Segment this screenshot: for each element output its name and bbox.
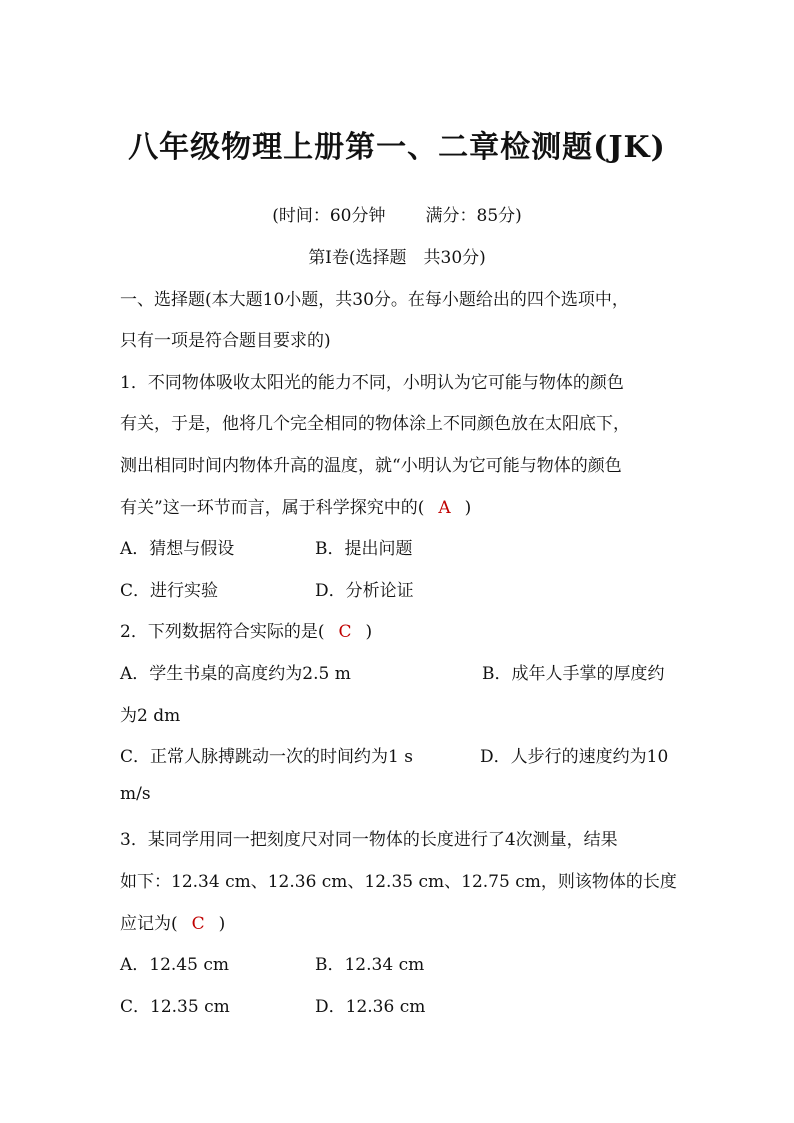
- question-1-line: 1．不同物体吸收太阳光的能力不同，小明认为它可能与物体的颜色: [120, 373, 624, 393]
- time-limit: (时间：60分钟: [272, 206, 386, 226]
- option-b: B．提出问题: [315, 539, 413, 559]
- answer-mark: C: [338, 622, 352, 642]
- bracket-close: ): [218, 914, 226, 934]
- option-a: A．猜想与假设: [120, 539, 235, 559]
- question-3-line: 如下：12.34 cm、12.36 cm、12.35 cm、12.75 cm，则该物体的长度: [120, 872, 677, 892]
- option-c: C．正常人脉搏跳动一次的时间约为1 s: [120, 747, 413, 767]
- answer-mark: A: [438, 498, 451, 518]
- instructions-line: 只有一项是符合题目要求的): [120, 331, 331, 351]
- question-1-text: 有关”这一环节而言，属于科学探究中的(: [120, 498, 425, 518]
- option-a: A．12.45 cm: [120, 955, 229, 975]
- exam-meta: [0, 201, 794, 226]
- bracket-close: ): [365, 622, 373, 642]
- option-d: D．分析论证: [315, 581, 414, 601]
- option-a: A．学生书桌的高度约为2.5 m: [120, 664, 351, 684]
- question-2-line: [120, 617, 372, 642]
- bracket-close: ): [464, 498, 472, 518]
- option-d-continued: m/s: [120, 784, 151, 804]
- section-heading: 第Ⅰ卷(选择题 共30分): [308, 248, 486, 268]
- question-3-line-last: [120, 909, 225, 934]
- answer-mark: C: [191, 914, 205, 934]
- option-d: D．12.36 cm: [315, 997, 426, 1017]
- question-1-line: 测出相同时间内物体升高的温度，就“小明认为它可能与物体的颜色: [120, 456, 622, 476]
- option-b: B．12.34 cm: [315, 955, 425, 975]
- full-score: 满分：85分): [425, 206, 522, 226]
- question-1-line-last: [120, 493, 471, 518]
- option-d: D．人步行的速度约为10: [480, 747, 669, 767]
- question-3-text: 应记为(: [120, 914, 178, 934]
- question-1-line: 有关，于是，他将几个完全相同的物体涂上不同颜色放在太阳底下，: [120, 414, 630, 434]
- option-b: B．成年人手掌的厚度约: [482, 664, 665, 684]
- option-b-continued: 为2 dm: [120, 706, 181, 726]
- page-title: 八年级物理上册第一、二章检测题(JK): [128, 130, 666, 165]
- option-c: C．进行实验: [120, 581, 219, 601]
- option-c: C．12.35 cm: [120, 997, 230, 1017]
- question-2-text: 2．下列数据符合实际的是(: [120, 622, 325, 642]
- question-3-line: 3．某同学用同一把刻度尺对同一物体的长度进行了4次测量，结果: [120, 830, 618, 850]
- instructions-line: 一、选择题(本大题10小题，共30分。在每小题给出的四个选项中，: [120, 290, 629, 310]
